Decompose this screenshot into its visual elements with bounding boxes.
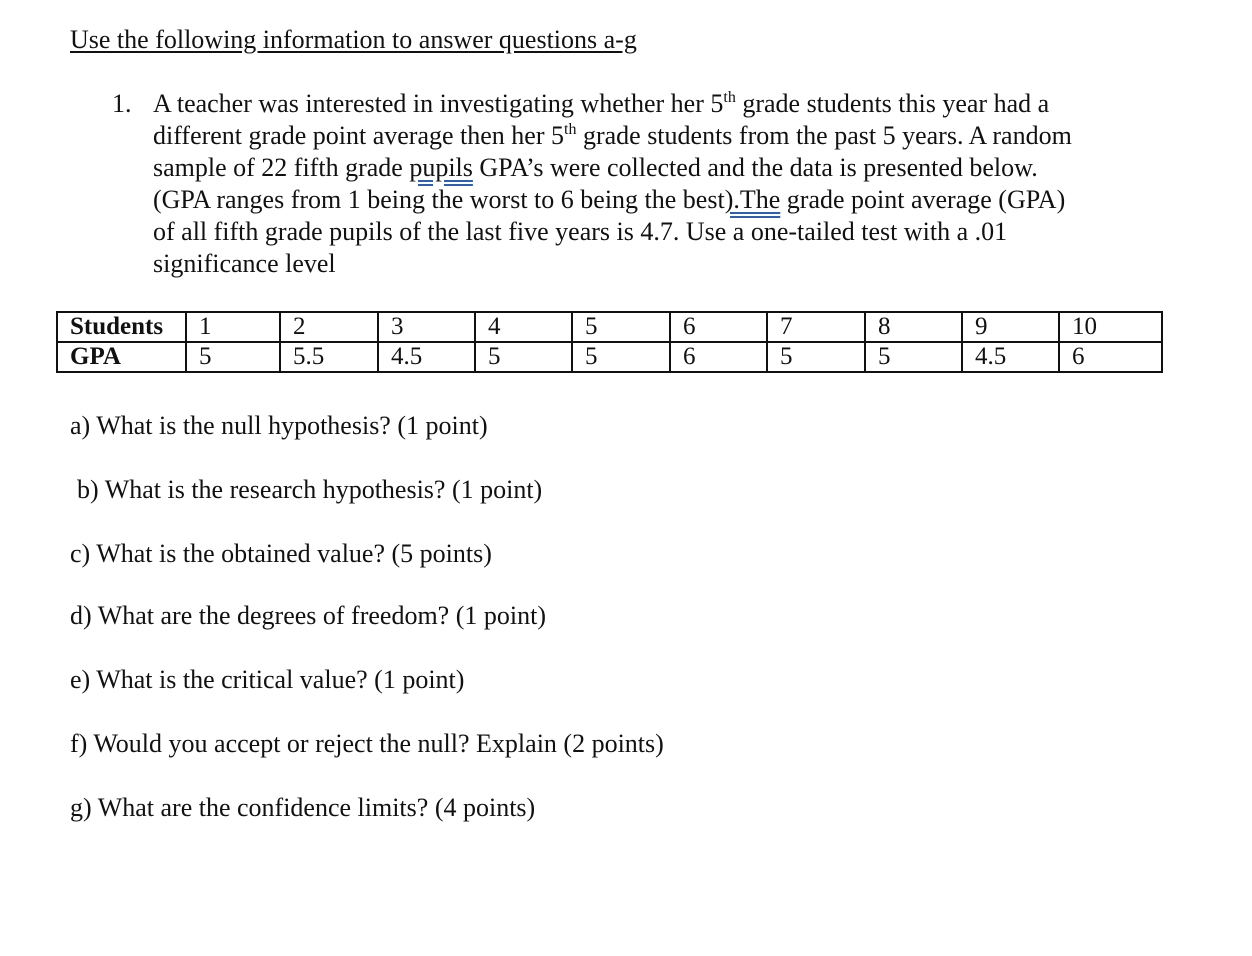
question-line (153, 248, 1143, 280)
question-line (153, 184, 1143, 216)
gpa-cell: 6 (1059, 342, 1162, 372)
student-cell: 10 (1059, 312, 1162, 342)
student-cell: 9 (962, 312, 1059, 342)
text-run: grade students this year had a (735, 89, 1050, 118)
question-line (153, 120, 1143, 152)
student-cell: 3 (378, 312, 475, 342)
text-run: grade students from the past 5 years. A random (576, 121, 1072, 150)
gpa-cell: 5 (186, 342, 280, 372)
gpa-cell: 4.5 (962, 342, 1059, 372)
gpa-row (57, 342, 1162, 372)
student-cell: 2 (280, 312, 378, 342)
question-line (153, 88, 1143, 120)
subquestion-b: b) What is the research hypothesis? (1 point) (77, 475, 543, 504)
gpa-cell: 5.5 (280, 342, 378, 372)
superscript: th (564, 121, 577, 138)
student-cell: 5 (572, 312, 670, 342)
text-run: of all fifth grade pupils of the last five years is 4.7. Use a one-tailed test with a .01 (153, 217, 1008, 246)
text-run: (GPA ranges from 1 being the worst to 6 being the best (153, 185, 725, 214)
question-text (153, 88, 1143, 280)
student-cell: 1 (186, 312, 280, 342)
question-number: 1. (112, 89, 132, 118)
subquestion-g: g) What are the confidence limits? (4 points) (70, 793, 536, 822)
subquestion-c: c) What is the obtained value? (5 points) (70, 539, 492, 568)
subquestion-d: d) What are the degrees of freedom? (1 point) (70, 601, 546, 630)
gpa-cell: 5 (767, 342, 865, 372)
students-row (57, 312, 1162, 342)
gpa-cell: 6 (670, 342, 767, 372)
instructions-heading: Use the following information to answer questions a-g (70, 25, 637, 54)
gpa-cell: 5 (475, 342, 572, 372)
student-cell: 4 (475, 312, 572, 342)
spellcheck-marked-word[interactable]: ).The (724, 185, 781, 214)
question-line (153, 152, 1143, 184)
text-run: grade point average (GPA) (780, 185, 1066, 214)
row-label-students: Students (57, 312, 186, 342)
text-run: different grade point average then her 5 (153, 121, 564, 150)
subquestion-e: e) What is the critical value? (1 point) (70, 665, 465, 694)
gpa-cell: 5 (865, 342, 962, 372)
subquestion-f: f) Would you accept or reject the null? Explain (2 points) (70, 729, 664, 758)
spellcheck-marked-word[interactable]: pupils (409, 153, 473, 182)
student-cell: 8 (865, 312, 962, 342)
gpa-cell: 4.5 (378, 342, 475, 372)
text-run: significance level (153, 249, 336, 278)
gpa-cell: 5 (572, 342, 670, 372)
student-cell: 6 (670, 312, 767, 342)
superscript: th (723, 89, 736, 106)
text-run: GPA’s were collected and the data is presented below. (472, 153, 1038, 182)
student-cell: 7 (767, 312, 865, 342)
text-run: A teacher was interested in investigating whether her 5 (153, 89, 724, 118)
row-label-gpa: GPA (57, 342, 186, 372)
question-line (153, 216, 1143, 248)
text-run: sample of 22 fifth grade (153, 153, 410, 182)
subquestion-a: a) What is the null hypothesis? (1 point) (70, 411, 488, 440)
gpa-data-table (56, 311, 1163, 373)
